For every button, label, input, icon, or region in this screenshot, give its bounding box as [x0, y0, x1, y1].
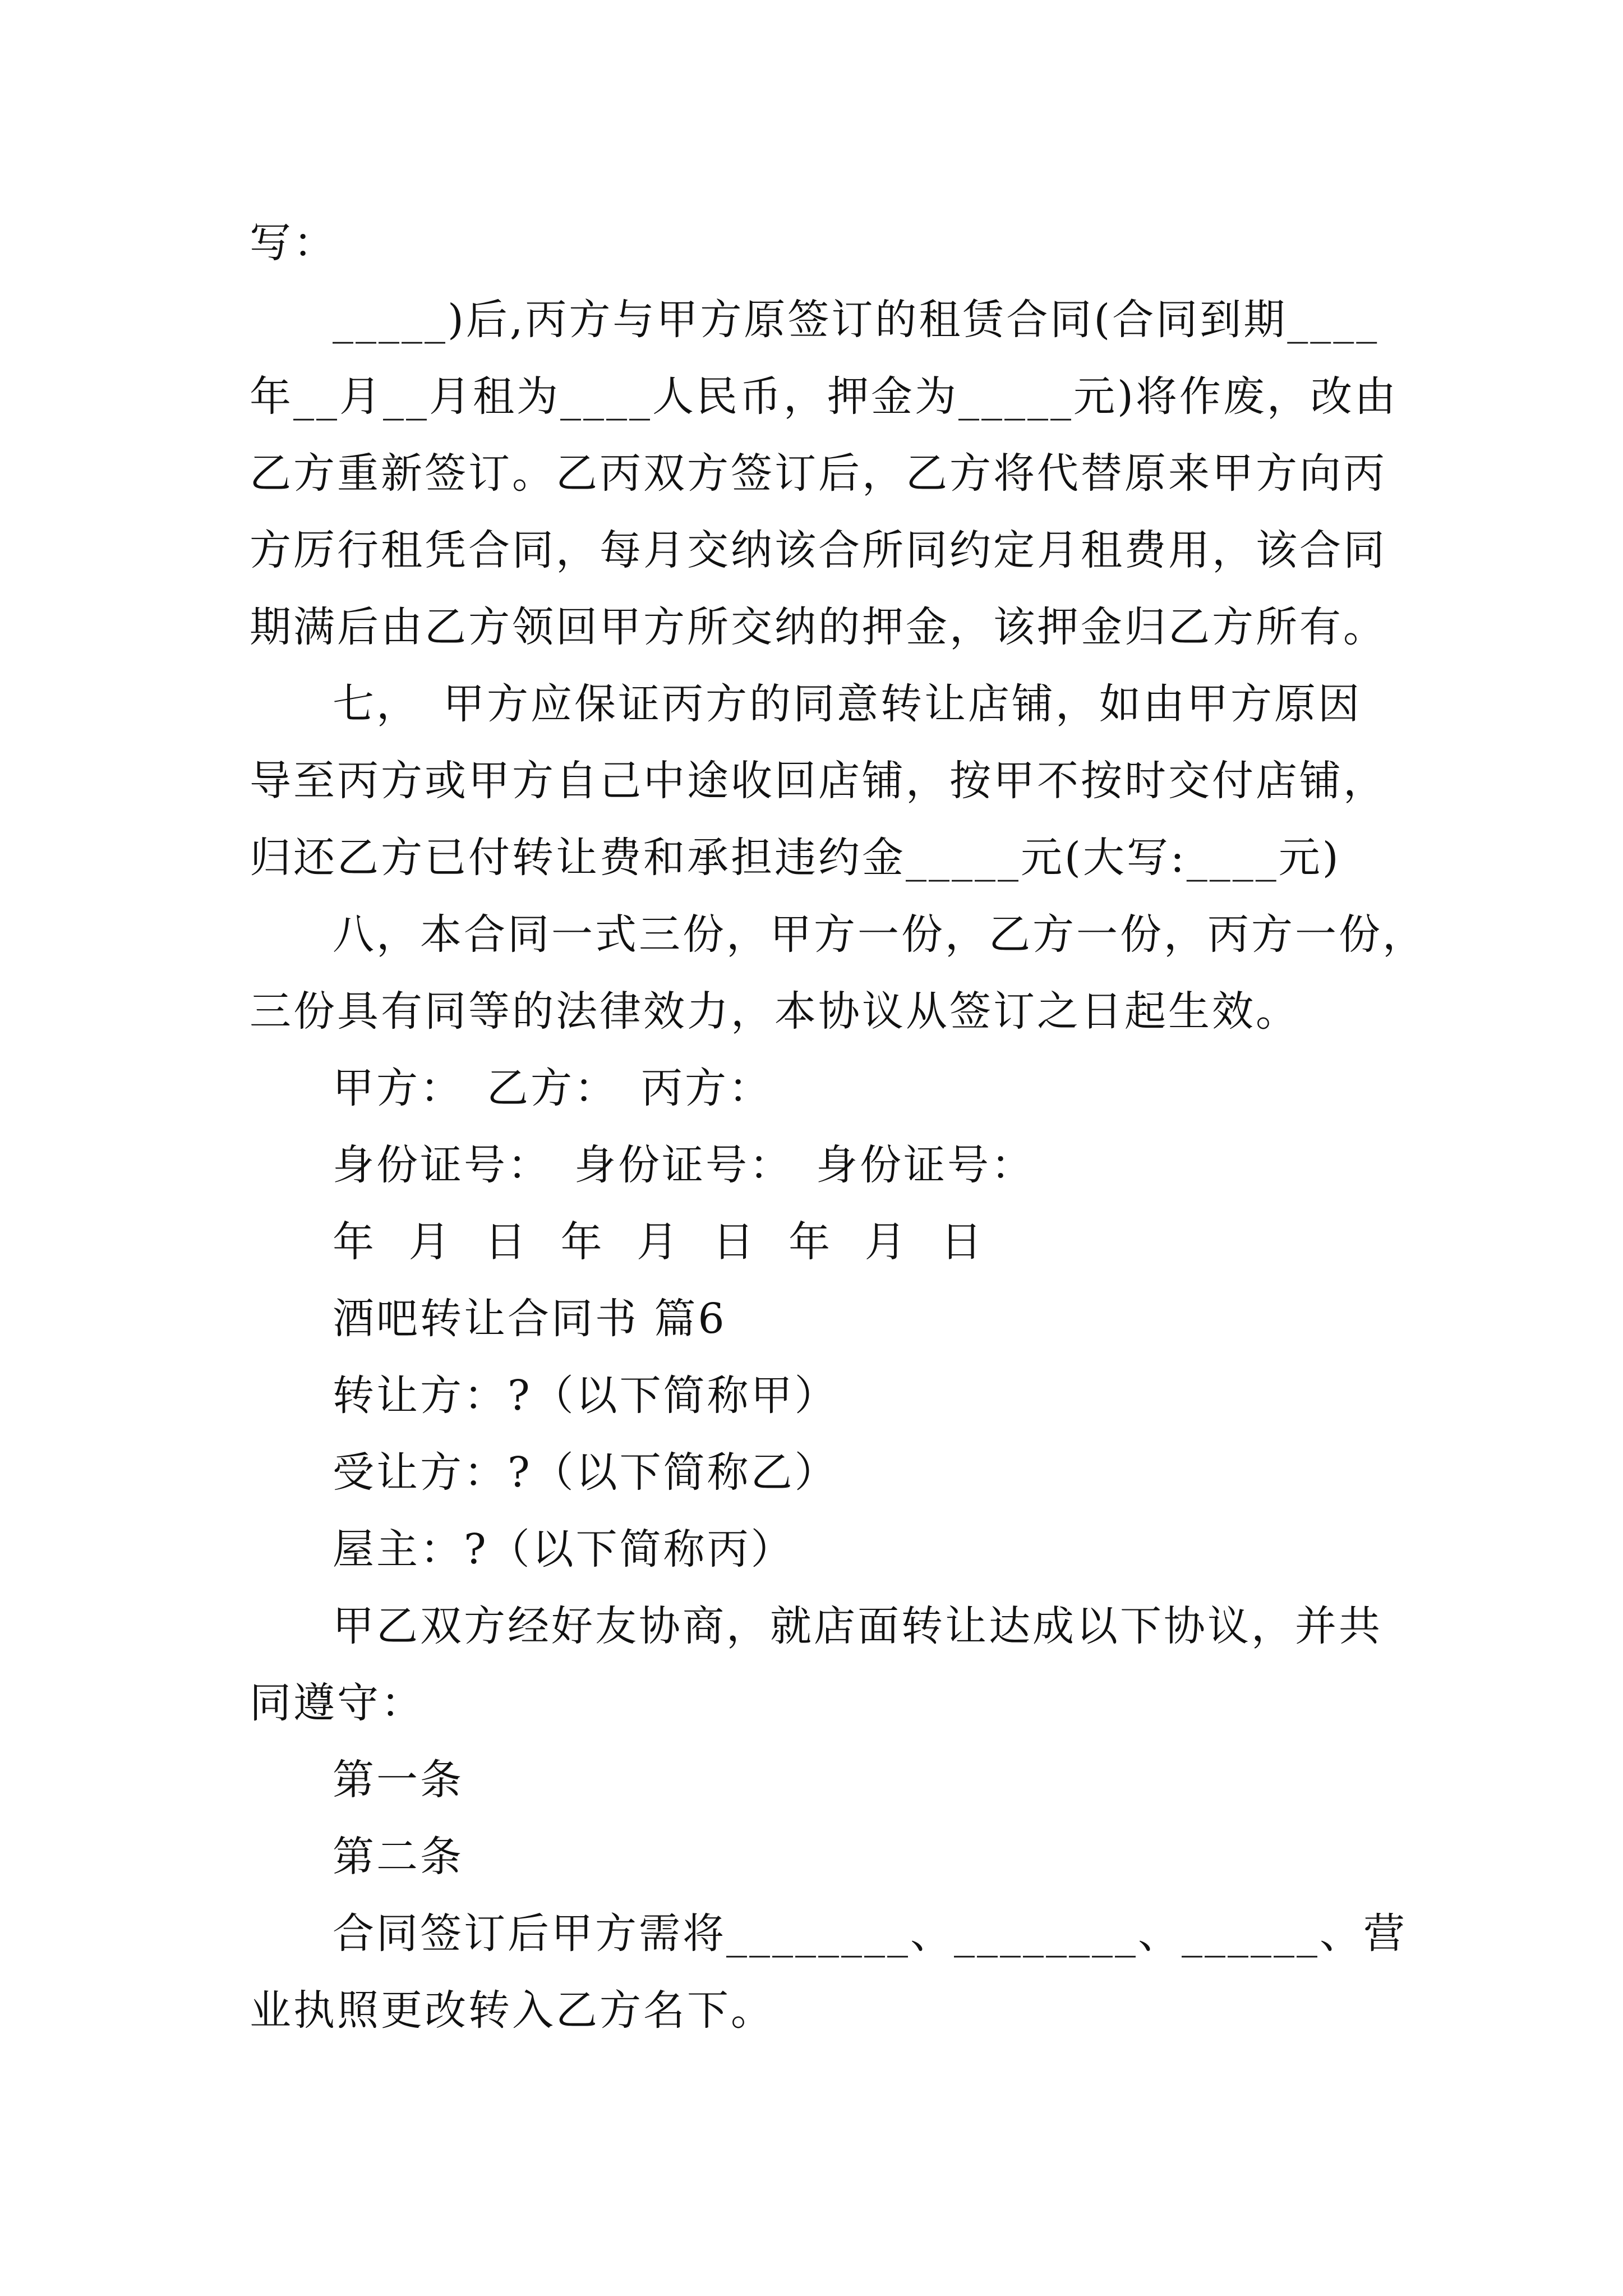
- text-line: 业执照更改转入乙方名下。: [250, 1986, 774, 2035]
- text-line: 归还乙方已付转让费和承担违约金_____元(大写:____元): [250, 834, 1341, 882]
- text-line: 三份具有同等的法律效力，本协议从签订之日起生效。: [250, 987, 1299, 1036]
- document-page: [250, 205, 1426, 2049]
- transferor-line: 转让方：?（以下简称甲）: [333, 1372, 838, 1420]
- text-line: 年__月__月租为____人民币，押金为_____元)将作废，改由: [250, 372, 1398, 421]
- text-line: 写：: [250, 219, 337, 267]
- text-line: 乙方重新签订。乙丙双方签订后，乙方将代替原来甲方向丙: [250, 449, 1387, 498]
- article-two: 第二条: [333, 1833, 464, 1881]
- clause-seven: 七， 甲方应保证丙方的同意转让店铺，如由甲方原因: [333, 680, 1362, 728]
- text-line: _____)后,丙方与甲方原签订的租赁合同(合同到期____: [333, 296, 1380, 344]
- transferee-line: 受让方：?（以下简称乙）: [333, 1448, 838, 1497]
- text-line: 合同签订后甲方需将________、________、______、营: [333, 1910, 1407, 1958]
- signature-dates: 年 月 日 年 月 日 年 月 日: [333, 1218, 985, 1266]
- section-heading: 酒吧转让合同书 篇6: [333, 1295, 727, 1343]
- text-line: 期满后由乙方领回甲方所交纳的押金，该押金归乙方所有。: [250, 603, 1387, 651]
- owner-line: 屋主：?（以下简称丙）: [333, 1525, 795, 1573]
- article-one: 第一条: [333, 1756, 464, 1804]
- text-line: 同遵守：: [250, 1679, 425, 1727]
- text-line: 导至丙方或甲方自己中途收回店铺，按甲不按时交付店铺，: [250, 757, 1387, 805]
- signature-id-numbers: 身份证号： 身份证号： 身份证号：: [333, 1141, 1035, 1189]
- text-line: 甲乙双方经好友协商，就店面转让达成以下协议，并共: [333, 1602, 1382, 1650]
- signature-parties: 甲方： 乙方： 丙方：: [333, 1064, 772, 1112]
- text-line: 方厉行租凭合同，每月交纳该合所同约定月租费用，该合同: [250, 526, 1387, 574]
- clause-eight: 八，本合同一式三份，甲方一份，乙方一份，丙方一份，: [333, 910, 1426, 959]
